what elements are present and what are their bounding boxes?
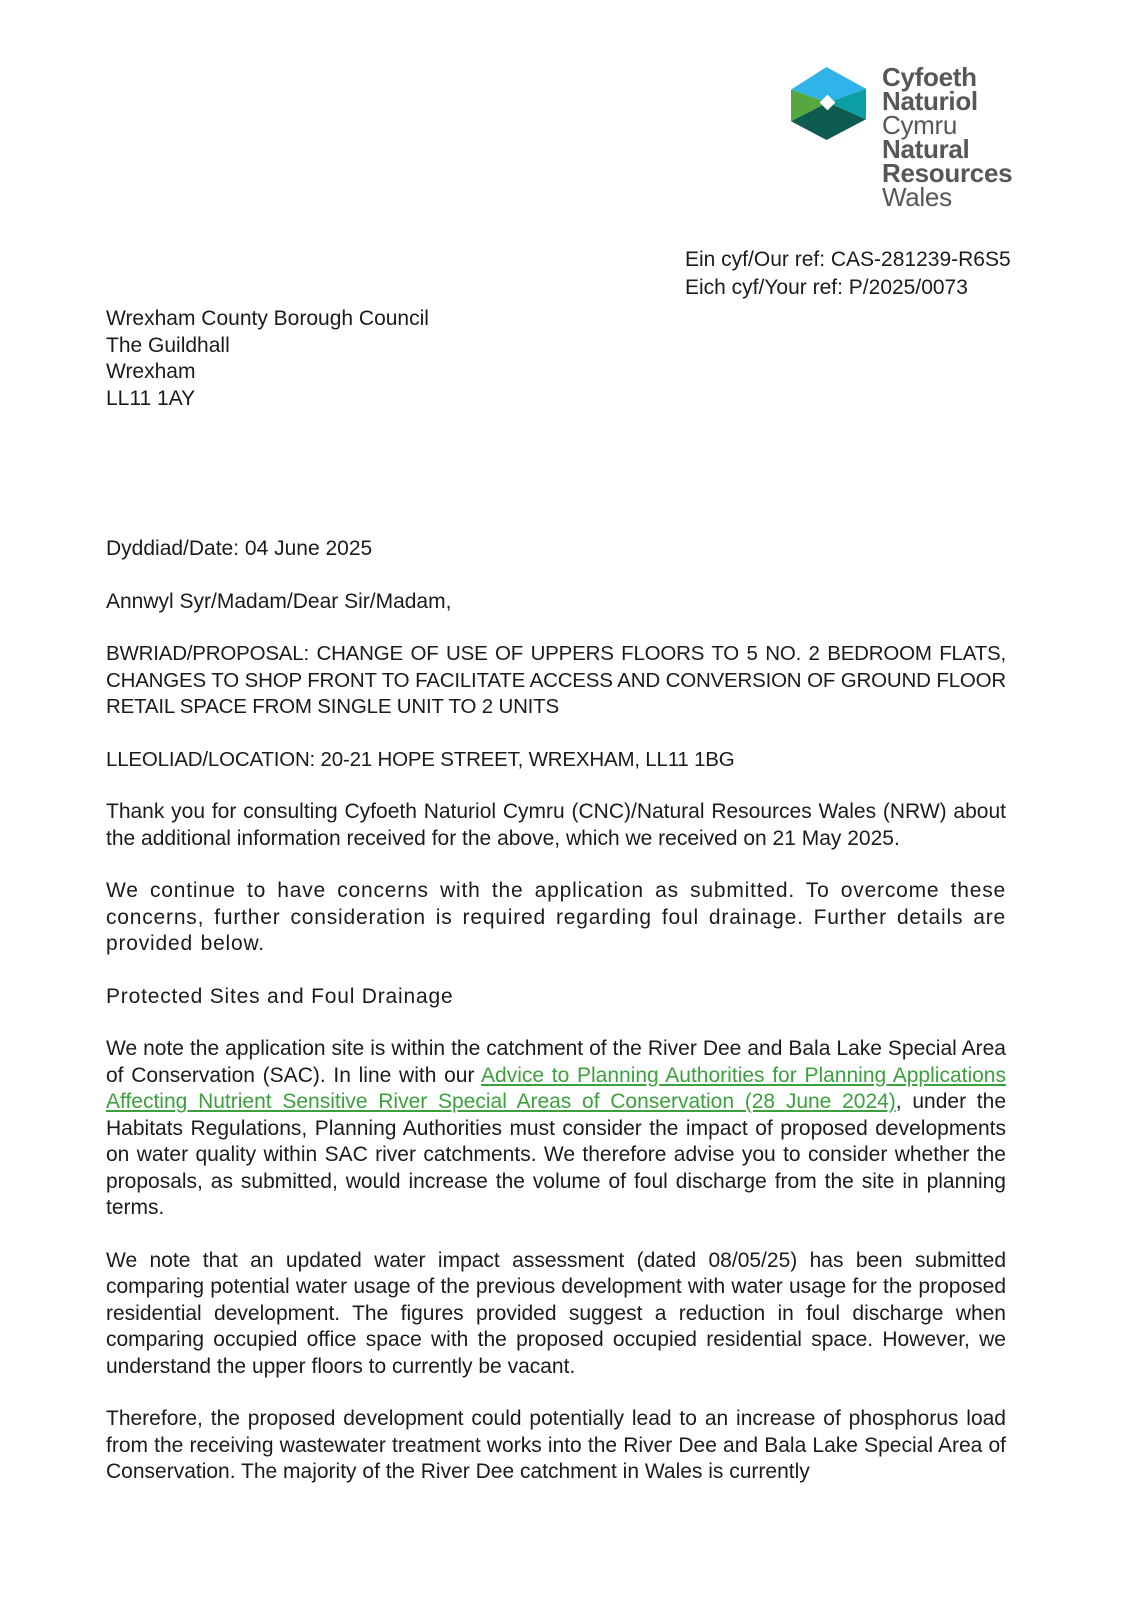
paragraph-sac-pre: We note the application site is within the catchment of the River Dee and Bala Lake Special Area of Conservation (SAC). In line with our <box>106 1037 1006 1087</box>
nrw-wordmark <box>882 62 1013 212</box>
proposal-heading: BWRIAD/PROPOSAL: CHANGE OF USE OF UPPERS FLOORS TO 5 NO. 2 BEDROOM FLATS, CHANGES TO SHOP FRONT TO FACILITATE ACCESS AND CONVERSION OF GROUND FLOOR RETAIL SPACE FROM SINGLE UNIT TO 2 UNITS <box>106 642 1006 718</box>
date-line: Dyddiad/Date: 04 June 2025 <box>106 537 373 560</box>
paragraph-sac <box>106 1036 1006 1222</box>
paragraph-concerns: We continue to have concerns with the application as submitted. To overcome these concerns, further consideration is required regarding foul drainage. Further details are provided below. <box>106 879 1006 955</box>
paragraph-thanks: Thank you for consulting Cyfoeth Naturiol Cymru (CNC)/Natural Resources Wales (NRW) about the additional information received for the above, which we received on 21 May 2025. <box>106 800 1006 850</box>
address-line: The Guildhall <box>106 333 230 357</box>
location-heading: LLEOLIAD/LOCATION: 20-21 HOPE STREET, WREXHAM, LL11 1BG <box>106 747 735 771</box>
section-heading-protected-sites: Protected Sites and Foul Drainage <box>106 984 454 1008</box>
paragraph-therefore: Therefore, the proposed development could potentially lead to an increase of phosphorus load from the receiving wastewater treatment works into the River Dee and Bala Lake Special Area of Conservation. The majority of the River Dee catchment in Wales is currently <box>106 1407 1006 1483</box>
wordmark-line: Naturiol <box>882 86 978 116</box>
your-ref: Eich cyf/Your ref: P/2025/0073 <box>685 275 968 299</box>
reference-block <box>685 246 1011 301</box>
wordmark-line: Cyfoeth <box>882 62 977 92</box>
our-ref: Ein cyf/Our ref: CAS-281239-R6S5 <box>685 248 1011 271</box>
recipient-address <box>106 306 429 412</box>
nrw-hexagon-icon <box>790 66 867 141</box>
salutation: Annwyl Syr/Madam/Dear Sir/Madam, <box>106 589 452 613</box>
nrw-logo <box>790 62 1013 212</box>
wordmark-line: Natural <box>882 134 970 164</box>
paragraph-sac-post: , under the Habitats Regulations, Planning Authorities must consider the impact of proposed developments on water quality within SAC river catchments. We therefore advise you to consider whether the proposals, as submitted, would increase the volume of foul discharge from the site in planning terms. <box>106 1090 1006 1219</box>
address-line: LL11 1AY <box>106 386 196 410</box>
wordmark-line: Wales <box>882 182 952 212</box>
letter-body <box>106 536 1006 1512</box>
address-line: Wrexham County Borough Council <box>106 307 429 330</box>
wordmark-line: Resources <box>882 158 1013 188</box>
address-line: Wrexham <box>106 360 196 383</box>
paragraph-assessment: We note that an updated water impact assessment (dated 08/05/25) has been submitted comparing potential water usage of the previous development with water usage for the proposed residential development. The figures provided suggest a reduction in foul discharge when comparing occupied office space with the proposed occupied residential space. However, we understand the upper floors to currently be vacant. <box>106 1248 1006 1378</box>
wordmark-line: Cymru <box>882 110 958 140</box>
advice-guidance-link[interactable]: Advice to Planning Authorities for Planning Applications Affecting Nutrient Sensitive River Special Areas of Conservation (28 June 2024) <box>106 1063 1006 1113</box>
